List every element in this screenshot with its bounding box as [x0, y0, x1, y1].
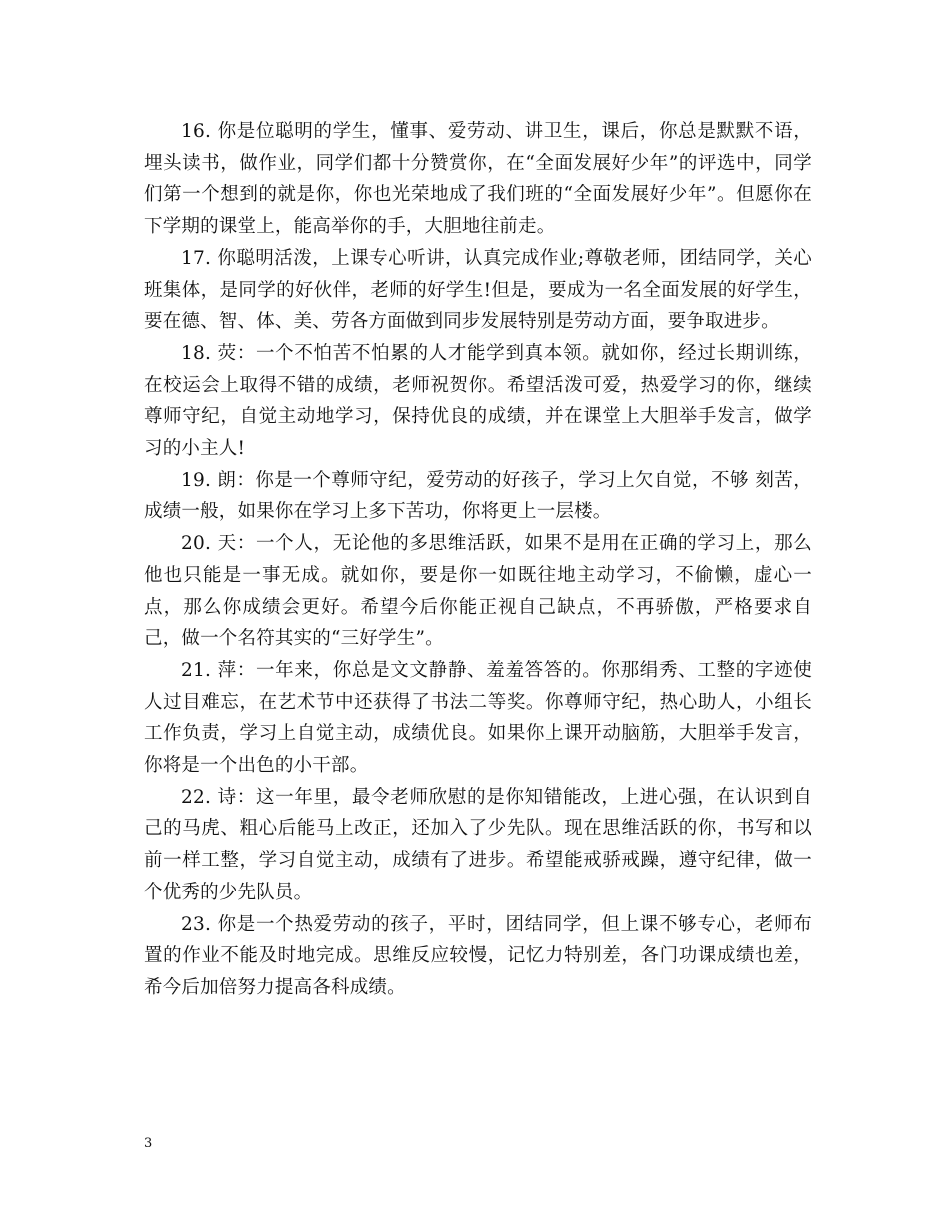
page-number: 3 — [144, 1136, 153, 1151]
comment-paragraph-23: 23. 你是一个热爱劳动的孩子，平时，团结同学，但上课不够专心，老师布置的作业不能及时地完成。思维反应较慢，记忆力特别差，各门功课成绩也差，希今后加倍努力提高各科成绩。 — [144, 913, 812, 998]
comment-paragraph-16: 16. 你是位聪明的学生，懂事、爱劳动、讲卫生，课后，你总是默默不语，埋头读书，做作业，同学们都十分赞赏你，在“全面发展好少年”的评选中，同学们第一个想到的就是你，你也光荣地成了我们班的“全面发展好少年”。但愿你在下学期的课堂上，能高举你的手，大胆地往前走。 — [144, 121, 812, 238]
comment-paragraph-20: 20. 天：一个人，无论他的多思维活跃，如果不是用在正确的学习上，那么他也只能是一事无成。就如你，要是你一如既往地主动学习，不偷懒，虚心一点，那么你成绩会更好。希望今后你能正视自己缺点，不再骄傲，严格要求自己，做一个名符其实的“三好学生”。 — [144, 533, 812, 650]
comment-paragraph-22: 22. 诗：这一年里，最令老师欣慰的是你知错能改，上进心强，在认识到自己的马虎、粗心后能马上改正，还加入了少先队。现在思维活跃的你，书写和以前一样工整，学习自觉主动，成绩有了进步。希望能戒骄戒躁，遵守纪律，做一个优秀的少先队员。 — [144, 786, 812, 903]
comment-paragraph-21: 21. 萍：一年来，你总是文文静静、羞羞答答的。你那绢秀、工整的字迹使人过目难忘，在艺术节中还获得了书法二等奖。你尊师守纪，热心助人，小组长工作负责，学习上自觉主动，成绩优良。如果你上课开动脑筋，大胆举手发言，你将是一个出色的小干部。 — [144, 659, 812, 777]
comment-paragraph-19: 19. 朗：你是一个尊师守纪，爱劳动的好孩子，学习上欠自觉，不够 刻苦，成绩一般，如果你在学习上多下苦功，你将更上一层楼。 — [144, 469, 812, 523]
document-body — [144, 116, 812, 1004]
comment-paragraph-18: 18. 荧：一个不怕苦不怕累的人才能学到真本领。就如你，经过长期训练，在校运会上取得不错的成绩，老师祝贺你。希望活泼可爱，热爱学习的你，继续尊师守纪，自觉主动地学习，保持优良的成绩，并在课堂上大胆举手发言，做学习的小主人! — [144, 342, 812, 460]
comment-paragraph-17: 17. 你聪明活泼，上课专心听讲，认真完成作业;尊敬老师，团结同学，关心班集体，是同学的好伙伴，老师的好学生!但是，要成为一名全面发展的好学生，要在德、智、体、美、劳各方面做到同步发展特别是劳动方面，要争取进步。 — [144, 247, 812, 333]
